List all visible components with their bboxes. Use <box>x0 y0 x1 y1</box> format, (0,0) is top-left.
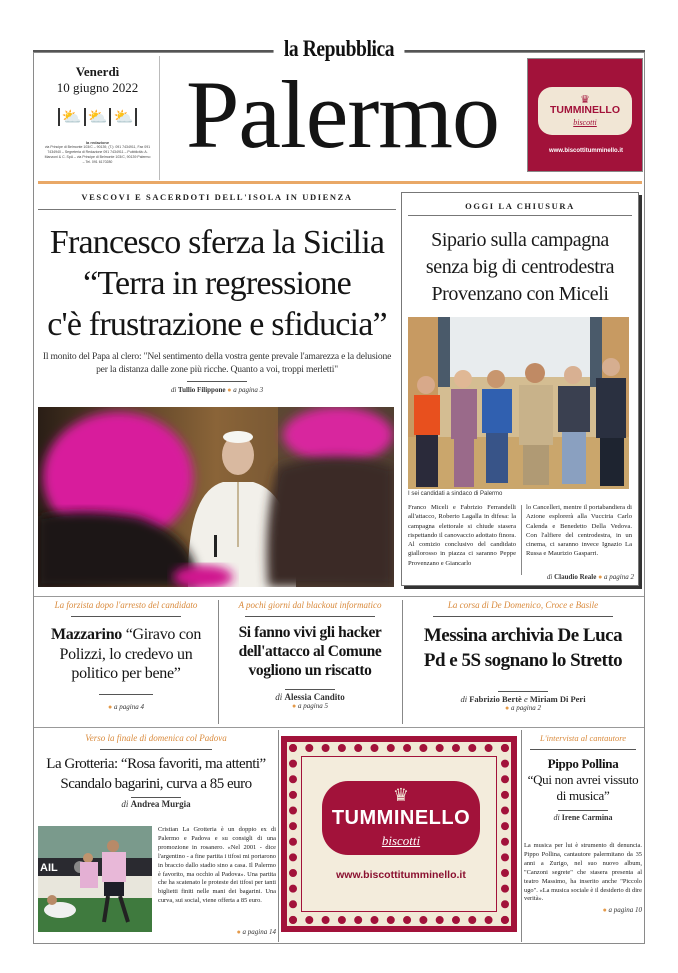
page-ref[interactable]: a pagina 3 <box>233 386 264 394</box>
headline-rest: “Giravo con Polizzi, lo credevo un politico per bene” <box>59 626 202 682</box>
page-ref[interactable]: a pagina 4 <box>114 702 144 711</box>
redazione-info <box>44 140 151 165</box>
headline-line: c'è frustrazione e sfiducia” <box>47 306 387 343</box>
page-ref[interactable]: a pagina 5 <box>298 702 328 710</box>
sport-story[interactable] <box>36 733 276 809</box>
crown-icon: ♛ <box>392 785 410 806</box>
column-divider <box>218 600 219 724</box>
headline-line: Scandalo bagarini, curva a 85 euro <box>60 776 252 792</box>
divider <box>498 691 548 692</box>
byline-prefix: di <box>275 692 283 702</box>
byline-author: Alessia Candito <box>284 692 345 702</box>
main-byline <box>38 386 396 394</box>
section-divider <box>34 596 644 597</box>
ad-url[interactable]: www.biscottitumminello.it <box>336 869 466 881</box>
byline-prefix: di <box>553 813 560 822</box>
story-page-ref <box>524 906 642 914</box>
partly-cloudy-icon: ⛅ <box>61 107 82 126</box>
divider <box>131 797 181 798</box>
byline-prefix: di <box>121 799 129 809</box>
story-page-ref <box>404 704 642 712</box>
ad-logo-shield <box>322 781 480 855</box>
headline-line: senza big di centrodestra <box>425 256 615 278</box>
section-divider <box>34 727 644 728</box>
headline-line: Sipario sulla campagna <box>431 229 609 251</box>
bullet-icon: ● <box>108 702 113 711</box>
partly-cloudy-icon: ⛅ <box>87 107 108 126</box>
story-kicker: A pochi giorni dal blackout informatico <box>238 600 382 610</box>
ad-inner-panel <box>301 756 497 912</box>
story-kicker: Verso la finale di domenica col Padova <box>85 733 227 743</box>
mayoral-candidates-photo <box>408 317 629 489</box>
date-day: Venerdì <box>75 64 120 79</box>
byline-author: Tullio Filippone <box>178 386 226 394</box>
svg-text:AIL: AIL <box>40 862 58 874</box>
divider <box>433 616 613 617</box>
main-headline[interactable] <box>38 222 396 345</box>
story-headline <box>404 623 642 673</box>
partly-cloudy-icon: ⛅ <box>113 107 134 126</box>
story-kicker: La forzista dopo l'arresto del candidato <box>54 600 198 610</box>
divider <box>558 810 608 811</box>
page-ref[interactable]: a pagina 2 <box>511 704 541 712</box>
election-kicker: OGGI LA CHIUSURA <box>465 201 575 211</box>
byline-prefix: di <box>546 573 553 581</box>
bullet-icon: ● <box>505 704 510 712</box>
interview-body: La musica per lui è strumento di denuncia. Pippo Pollina, cantautore palermitano da 35 anni a Zurigo, nel suo nuovo album, "Canzoni segrete" che stasera presenta al teatro Massimo, ha inserito anche "Piccolo ugo". «La musica sociale è il desiderio di dire verità». <box>524 842 642 903</box>
page-ref[interactable]: a pagina 14 <box>242 928 276 936</box>
byline-author: Andrea Murgia <box>130 799 191 809</box>
headline-line: Pd e 5S sognano lo Stretto <box>423 650 623 671</box>
story-kicker: L'intervista al cantautore <box>539 733 627 743</box>
page-ref[interactable]: a pagina 2 <box>604 573 634 581</box>
bullet-icon: ● <box>602 906 607 915</box>
redazione-title: la redazione <box>85 140 110 145</box>
bullet-icon: ● <box>227 386 232 394</box>
headline-line: Francesco sferza la Sicilia <box>49 224 385 261</box>
weather-strip <box>36 104 159 126</box>
story-page-ref <box>36 703 216 711</box>
sport-body: Cristian La Grotteria è un doppio ex di Palermo e Padova e su consigli di una promozione in rosanero. «Nel 2001 - dice l'argentino - a fine partita i tifosi mi portarono in braccio dallo stadio sino a casa. Il Palermo è favorito, ma occhio al Padova». Una partita che ha scatenato le proteste dei tifosi per tanti biglietti finiti nelle mani dei bagarini. Una curva, sui social, viene offerta a 85 euro. <box>158 826 276 905</box>
photo-caption: I sei candidati a sindaco di Palermo <box>408 491 503 497</box>
brand-logo: la Repubblica <box>274 36 405 62</box>
main-subhead: Il monito del Papa al clero: "Nel sentimento della vostra gente prevale l'amarezza e la delusione per la distanza dalle zone più ricche. Quanto a voi, troppi merletti" <box>42 351 392 375</box>
divider <box>100 749 212 750</box>
divider <box>187 381 247 382</box>
election-headline[interactable] <box>406 227 634 308</box>
election-story-box <box>401 192 639 586</box>
interview-story[interactable] <box>524 733 642 914</box>
ad-brand: TUMMINELLO <box>331 807 471 829</box>
byline-author: Claudio Reale <box>554 573 597 581</box>
messina-story[interactable] <box>404 600 642 725</box>
headline-bold: Pippo Pollina <box>547 756 619 771</box>
election-body-col1: Franco Miceli e Fabrizio Ferrandelli all'attacco, Roberto Lagalla in difesa: la campagna elettorale si chiude stasera rispettando il canovaccio adottato finora. Al comizio conclusivo del candidato giallorosso in piazza ci saranno Peppe Provenzano e Giancarlo <box>408 504 516 567</box>
divider <box>530 749 636 750</box>
byline-author: Irene Carmina <box>561 813 613 822</box>
headline-bold: Mazzarino <box>50 626 122 643</box>
column-divider <box>521 505 522 575</box>
story-headline <box>36 754 276 794</box>
headline-rest: “Qui non avrei vissuto di musica” <box>527 772 639 803</box>
byline-prefix: di <box>170 386 177 394</box>
story-headline <box>36 625 216 684</box>
thermometer-icon <box>58 108 60 126</box>
divider <box>38 209 396 210</box>
date-weather-box <box>36 56 160 180</box>
main-kicker: VESCOVI E SACERDOTI DELL'ISOLA IN UDIENZA <box>81 192 353 202</box>
ad-brand: TUMMINELLO <box>550 104 620 116</box>
headline-line: Messina archivia De Luca <box>423 625 623 646</box>
divider <box>408 215 632 216</box>
thermometer-icon <box>109 108 111 126</box>
byline-prefix: di <box>460 694 468 704</box>
column-divider <box>278 730 279 942</box>
tumminello-ad-center[interactable] <box>281 736 517 932</box>
election-byline <box>526 573 634 581</box>
divider <box>71 616 181 617</box>
redazione-text: via Principe di Belmonte 103/C – 90139, (T.): 091 7434911, Fax 091 7434940 – Segreteria di Redazione 091 7434911 – Pubblicità: A. Manzoni & C. SpA – via Principe di Belmonte 103/C, 90139 Palermo – Tel. 091 6170280 <box>44 145 151 164</box>
date-full: 10 giugno 2022 <box>56 80 139 95</box>
sport-page-ref <box>158 928 276 936</box>
story-headline <box>524 756 642 804</box>
ad-sub: biscotti <box>573 118 597 127</box>
bullet-icon: ● <box>236 928 241 936</box>
divider <box>245 616 375 617</box>
ad-logo-shield <box>538 87 632 135</box>
headline-line: “Terra in regressione <box>83 265 351 302</box>
election-body-col2: lo Cancelleri, mentre il portabandiera di Azione esplorerà alla Vucciria Carlo Calenda e Benedetto Della Vedova. Con l'alfiere del centrodestra, in un cinema, ci saranno invece Ignazio La Russa e Maurizio Gasparri. <box>526 504 632 558</box>
thermometer-icon <box>135 108 137 126</box>
page-ref[interactable]: a pagina 10 <box>608 906 642 915</box>
tumminello-ad-top[interactable] <box>527 58 643 172</box>
pope-francis-with-bishops-photo <box>38 407 394 587</box>
divider <box>99 694 153 695</box>
edition-title: Palermo <box>186 61 499 168</box>
story-byline <box>220 692 400 702</box>
thermometer-icon <box>84 108 86 126</box>
ad-url[interactable]: www.biscottitumminello.it <box>548 148 624 154</box>
headline-line: Provenzano con Miceli <box>431 283 609 305</box>
column-divider <box>521 730 522 942</box>
byline-join: e <box>523 694 528 704</box>
hacker-story[interactable] <box>220 600 400 725</box>
bullet-icon: ● <box>598 573 603 581</box>
divider <box>285 689 335 690</box>
story-headline: Si fanno vivi gli hacker dell'attacco al Comune vogliono un riscatto <box>238 624 382 679</box>
column-divider <box>402 600 403 724</box>
mazzarino-story[interactable] <box>36 600 216 725</box>
bullet-icon: ● <box>292 702 297 710</box>
story-byline <box>36 799 276 809</box>
story-byline <box>524 813 642 822</box>
palermo-football-players-celebrating-photo <box>38 826 152 932</box>
story-byline <box>404 694 642 704</box>
story-page-ref <box>220 702 400 710</box>
headline-line: La Grotteria: “Rosa favoriti, ma attenti” <box>46 756 266 772</box>
byline-author: Miriam Di Peri <box>529 694 586 704</box>
story-kicker: La corsa di De Domenico, Croce e Basile <box>447 600 599 610</box>
crown-icon: ♛ <box>580 93 590 106</box>
masthead-orange-rule <box>38 181 642 184</box>
byline-author: Fabrizio Bertè <box>469 694 522 704</box>
ad-sub: biscotti <box>381 833 421 848</box>
